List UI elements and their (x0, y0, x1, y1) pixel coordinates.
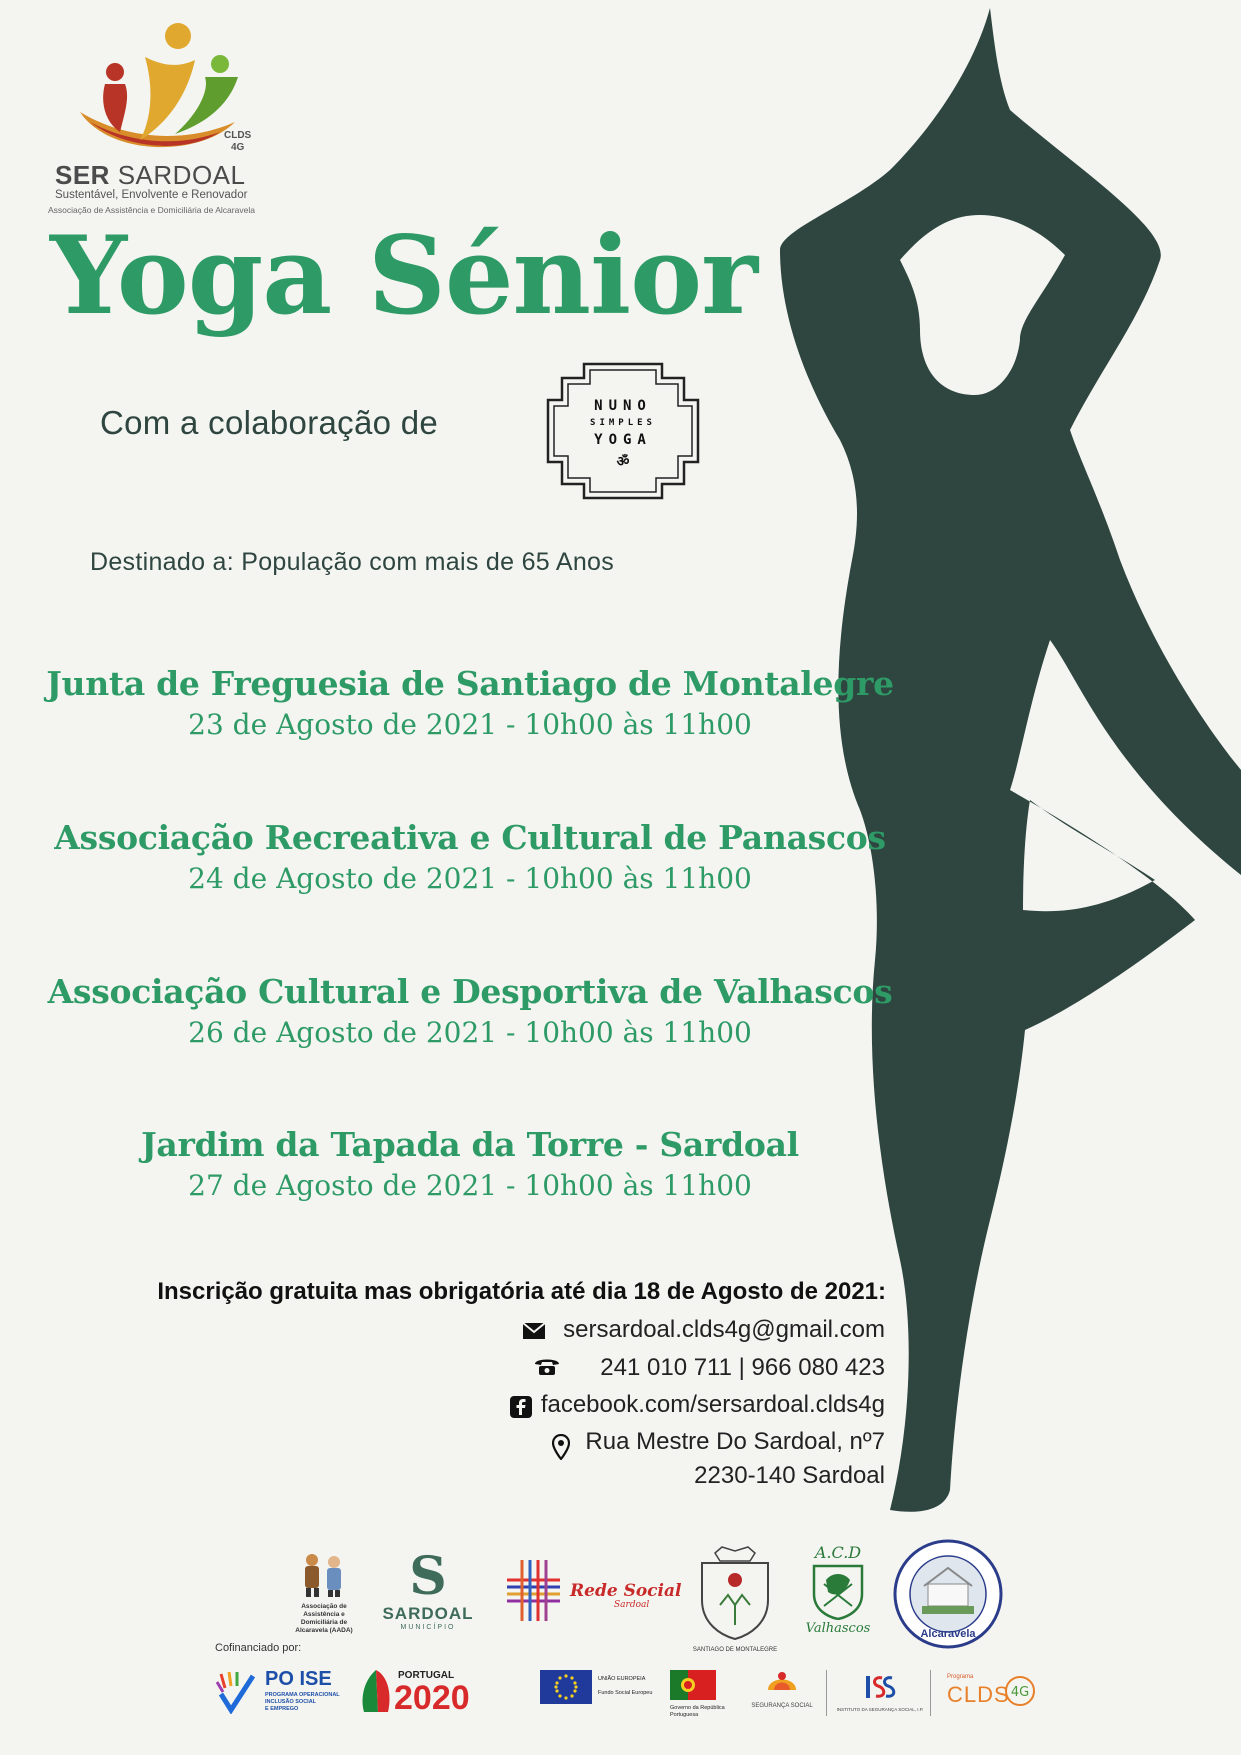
poise-hand-icon (215, 1668, 257, 1714)
arcp-panascos-logo (892, 1538, 1004, 1650)
session-venue: Associação Cultural e Desportiva de Valhascos (47, 972, 893, 1011)
portugal-flag-shape-icon (360, 1668, 392, 1714)
montalegre-caption: SANTIAGO DE MONTALEGRE (692, 1647, 778, 1653)
facebook-link[interactable]: facebook.com/sersardoal.clds4g (540, 1391, 885, 1418)
location-pin-icon (552, 1434, 570, 1460)
acd-valhascos-logo (800, 1543, 876, 1636)
session-item (40, 816, 900, 898)
ser-sardoal-wordmark: SER SARDOAL (55, 160, 246, 190)
parish-crest-icon (690, 1545, 780, 1641)
municipio-caption: MUNICÍPIO (400, 1624, 456, 1631)
phone-icon (533, 1356, 561, 1376)
simples-word: SIMPLES (590, 418, 656, 428)
email-link[interactable]: sersardoal.clds4g@gmail.com (563, 1316, 885, 1343)
portugal-2020-year: 2020 (394, 1679, 470, 1717)
iss-logo (836, 1672, 924, 1718)
address-line-1: Rua Mestre Do Sardoal, nº7 (585, 1428, 885, 1455)
om-icon: ॐ (616, 454, 630, 470)
yoga-word: YOGA (594, 432, 652, 448)
iss-mark-icon (862, 1672, 898, 1702)
ser-sardoal-logo (40, 22, 280, 222)
ser-association: Associação de Assistência e Domiciliária de Alcaravela (48, 205, 255, 215)
poise-wordmark: PO ISE (265, 1668, 332, 1690)
nuno-simples-yoga-logo (544, 360, 702, 502)
portugal-2020-logo (360, 1668, 510, 1718)
clds-programa-logo (945, 1674, 1041, 1718)
registration-title: Inscrição gratuita mas obrigatória até dia 18 de Agosto de 2021: (157, 1278, 886, 1305)
clds-programa-label: Programa (947, 1674, 974, 1680)
clds-4g-circle-icon (1003, 1674, 1037, 1708)
ser-tagline: Sustentável, Envolvente e Renovador (55, 189, 248, 201)
rede-social-wordmark: Rede Social (570, 1581, 682, 1601)
fse-label: Fundo Social Europeu (598, 1690, 653, 1696)
sardoal-wordmark: SARDOAL (382, 1604, 474, 1623)
poise-logo (215, 1668, 340, 1718)
session-date: 23 de Agosto de 2021 - 10h00 às 11h00 (188, 708, 752, 741)
valhascos-label: Valhascos (805, 1621, 871, 1636)
session-venue: Associação Recreativa e Cultural de Panascos (54, 818, 886, 857)
poise-subtitle: PROGRAMA OPERACIONAL INCLUSÃO SOCIAL E EMPREGO (265, 1692, 340, 1712)
acd-label: A.C.D (814, 1543, 862, 1562)
logo-separator (826, 1670, 827, 1716)
nuno-word: NUNO (594, 398, 652, 414)
rede-social-logo (502, 1555, 682, 1625)
aada-logo (284, 1552, 364, 1635)
session-venue: Junta de Freguesia de Santiago de Montalegre (46, 664, 894, 703)
address-line-2: 2230-140 Sardoal (694, 1462, 885, 1489)
sardoal-s-icon: S (409, 1546, 447, 1607)
alcaravela-label: Alcaravela (920, 1628, 976, 1640)
session-date: 24 de Agosto de 2021 - 10h00 às 11h00 (188, 862, 752, 895)
rede-social-weave-icon (502, 1555, 564, 1625)
session-date: 26 de Agosto de 2021 - 10h00 às 11h00 (188, 1016, 752, 1049)
rede-social-sub: Sardoal (614, 1600, 650, 1610)
email-icon (522, 1322, 546, 1340)
logo-separator (930, 1670, 931, 1716)
phone-numbers[interactable]: 241 010 711 | 966 080 423 (600, 1354, 885, 1381)
svg-text:4G: 4G (1010, 1685, 1030, 1700)
iss-label: INSTITUTO DA SEGURANÇA SOCIAL, I.P. (836, 1707, 924, 1712)
portugal-label: PORTUGAL (398, 1670, 455, 1681)
session-item (40, 662, 900, 744)
elderly-couple-icon (284, 1552, 364, 1598)
facebook-icon (510, 1396, 532, 1418)
collaboration-label: Com a colaboração de (100, 404, 439, 441)
session-date: 27 de Agosto de 2021 - 10h00 às 11h00 (188, 1169, 752, 1202)
session-item (40, 970, 900, 1052)
aada-caption: Associação de Assistência e Domiciliária de Alcaravela (AADA) (295, 1603, 353, 1634)
target-audience: Destinado a: População com mais de 65 Anos (90, 548, 615, 576)
seguranca-social-icon (762, 1668, 802, 1698)
valhascos-shield-icon (808, 1562, 868, 1620)
cofinancing-label: Cofinanciado por: (215, 1642, 302, 1654)
clds-wordmark: CLDS (947, 1682, 1010, 1707)
santiago-montalegre-crest (690, 1545, 780, 1653)
governo-label: Governo da República Portuguesa (670, 1705, 725, 1718)
session-venue: Jardim da Tapada da Torre - Sardoal (141, 1125, 799, 1164)
governo-logo (670, 1670, 740, 1720)
clds-4g-label: CLDS 4G (224, 130, 252, 153)
eu-flag-icon (540, 1670, 592, 1704)
seguranca-social-label: SEGURANÇA SOCIAL (751, 1703, 813, 1709)
sardoal-municipio-logo (378, 1546, 478, 1631)
seguranca-social-logo (748, 1668, 816, 1718)
eu-fse-logo (540, 1670, 653, 1710)
portuguese-flag-icon (670, 1670, 716, 1700)
eu-label: UNIÃO EUROPEIA (598, 1676, 646, 1682)
page-title: Yoga Sénior (50, 213, 758, 339)
nuno-frame-icon (544, 360, 702, 502)
session-item (40, 1123, 900, 1205)
